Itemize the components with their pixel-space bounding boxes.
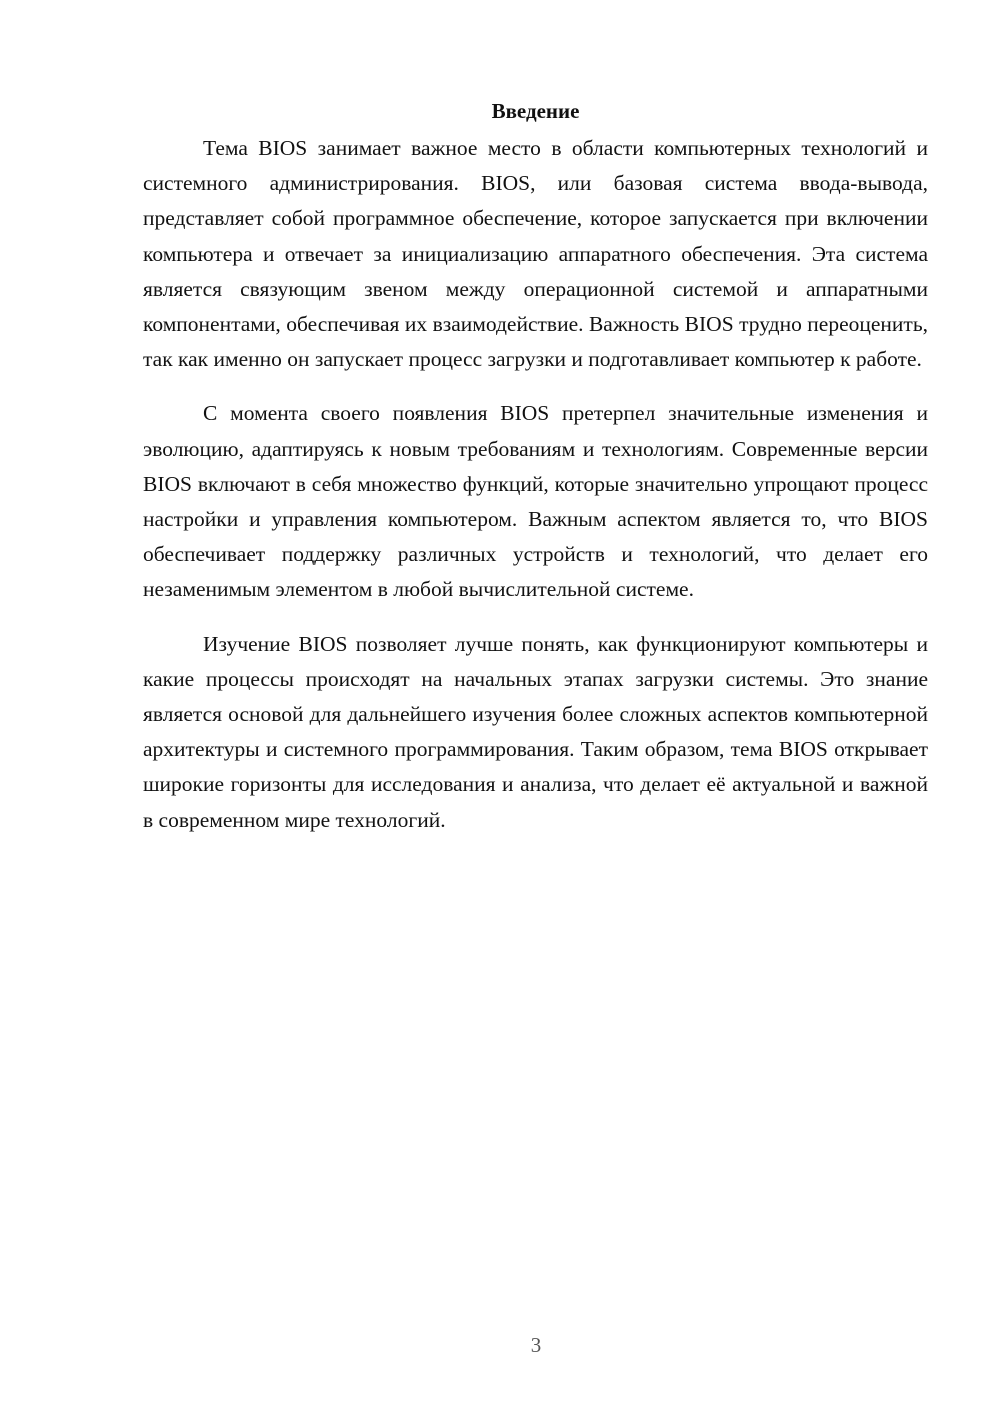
page-number: 3 xyxy=(530,1333,542,1357)
page-content xyxy=(143,94,928,857)
paragraph-2: С момента своего появления BIOS претерпел значительные изменения и эволюцию, адаптируясь к новым требованиям и технологиям. Современные версии BIOS включают в себя множество функций, которые значительно упрощают процесс настройки и управления компьютером. Важным аспектом является то, что BIOS обеспечивает поддержку различных устройств и технологий, что делает его незаменимым элементом в любой вычислительной системе. xyxy=(143,401,928,602)
paragraph-1: Тема BIOS занимает важное место в области компьютерных технологий и системного администрирования. BIOS, или базовая система ввода-вывода, представляет собой программное обеспечение, которое запускается при включении компьютера и отвечает за инициализацию аппаратного обеспечения. Эта система является связующим звеном между операционной системой и аппаратными компонентами, обеспечивая их взаимодействие. Важность BIOS трудно переоценить, так как именно он запускает процесс загрузки и подготавливает компьютер к работе. xyxy=(143,136,928,372)
section-title: Введение xyxy=(491,99,580,123)
paragraph-3: Изучение BIOS позволяет лучше понять, как функционируют компьютеры и какие процессы происходят на начальных этапах загрузки системы. Это знание является основой для дальнейшего изучения более сложных аспектов компьютерной архитектуры и системного программирования. Таким образом, тема BIOS открывает широкие горизонты для исследования и анализа, что делает её актуальной и важной в современном мире технологий. xyxy=(143,631,928,832)
